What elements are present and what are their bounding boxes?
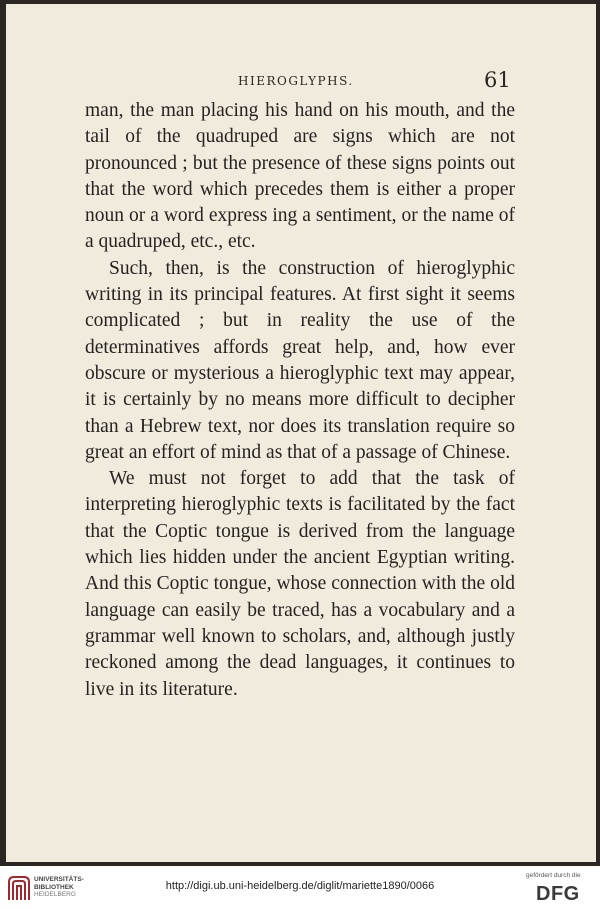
text-line: are not pronounced ; but the presence of these xyxy=(85,126,515,174)
text-line: and the tail of the quadruped are signs which xyxy=(85,100,516,148)
text-line: easily be traced, has a vocabulary and a grammar xyxy=(85,599,515,647)
text-line: etc., etc. xyxy=(190,231,256,253)
text-line: the fact that the Coptic tongue is derived from xyxy=(85,494,515,542)
funded-by-label: gefördert durch die xyxy=(526,872,581,879)
text-line: the determinatives affords great help, and, how xyxy=(85,310,515,358)
body-text xyxy=(85,98,515,703)
book-page xyxy=(6,4,596,862)
text-line: whose connection with the old language can xyxy=(85,573,515,621)
text-line: ever obscure or mysterious a hieroglyphic text xyxy=(85,336,515,384)
text-line: We must not forget to add that the task of xyxy=(109,468,515,490)
text-line: well known to scholars, and, although justly xyxy=(161,625,515,647)
library-name-line: UNIVERSITÄTS- xyxy=(34,876,84,883)
text-line: the language which lies hidden under the ancient xyxy=(85,520,516,569)
text-line: signs points out that the word which precedes xyxy=(85,152,516,200)
permalink-url[interactable]: http://digi.ub.uni-heidelberg.de/diglit/mariette1890/0066 xyxy=(165,880,435,892)
paragraph-3 xyxy=(85,466,515,703)
text-line: writing in its principal features. At first sight xyxy=(85,284,444,306)
footer-bar xyxy=(0,866,600,909)
text-line: Such, then, is the construction of hieroglyphic xyxy=(109,257,515,279)
text-line: may appear, it is certainly by no means more xyxy=(85,362,515,411)
text-line: it seems complicated ; but in reality the use of xyxy=(85,284,515,332)
library-name-line: BIBLIOTHEK xyxy=(34,883,74,891)
text-line: man, the man placing his hand on his mouth, xyxy=(85,100,450,121)
text-line: interpreting hieroglyphic texts is facilitated by xyxy=(85,494,451,516)
library-name-line: HEIDELBERG xyxy=(34,891,76,898)
running-title: HIEROGLYPHS. xyxy=(238,74,354,88)
page-number: 61 xyxy=(484,68,511,92)
text-line: them is either a proper noun or a word express xyxy=(85,178,516,227)
text-line: to live in its literature. xyxy=(85,652,515,700)
text-line: difficult to decipher than a Hebrew text, nor xyxy=(85,389,516,437)
text-line: ing a sentiment, or the name of a quadruped, xyxy=(85,205,515,253)
paragraph-1 xyxy=(85,98,515,256)
text-line: reckoned among the dead languages, it continues xyxy=(85,652,492,674)
running-head xyxy=(6,70,596,94)
text-line: mind as that of a passage of Chinese. xyxy=(221,441,511,463)
text-line: Egyptian writing. And this Coptic tongue, xyxy=(85,547,515,595)
dfg-logo[interactable]: DFG xyxy=(536,883,580,905)
paragraph-2 xyxy=(85,256,515,466)
text-line: does its translation require so great an effort of xyxy=(85,415,515,463)
